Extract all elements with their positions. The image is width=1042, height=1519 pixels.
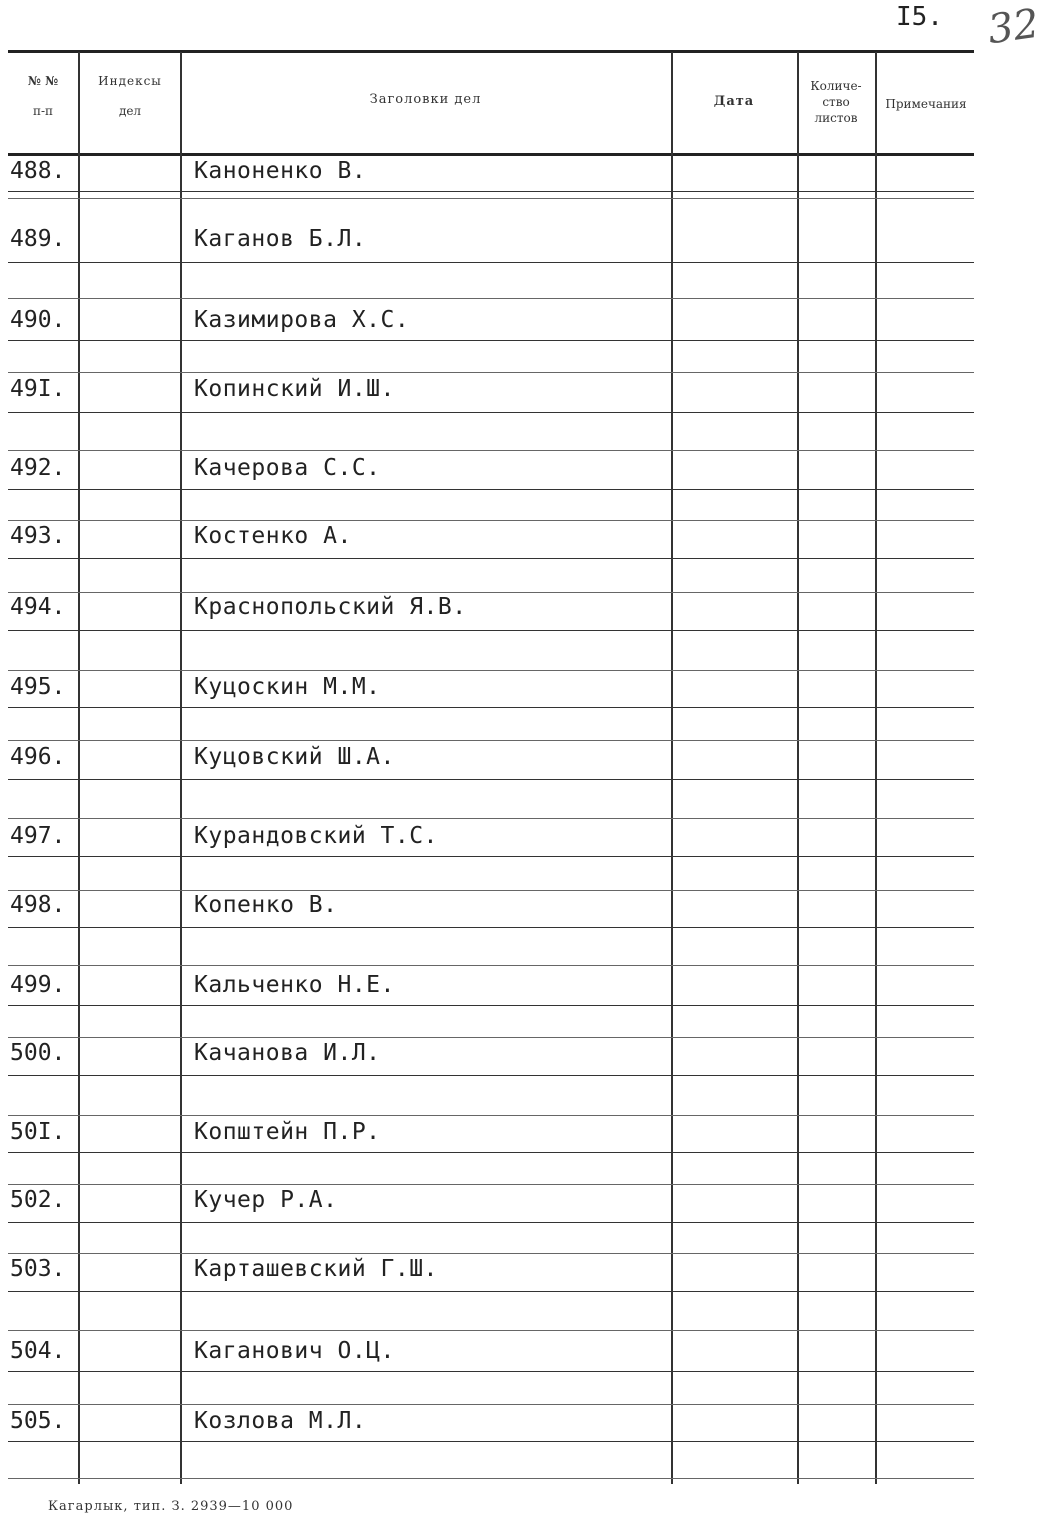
row-title: Куцовский Ш.А. [194,744,395,770]
row-title: Карташевский Г.Ш. [194,1256,438,1282]
row-title: Кальченко Н.Е. [194,972,395,998]
row-separator [8,818,974,819]
row-separator [8,198,974,199]
row-separator [8,1253,974,1254]
row-underline [8,1075,974,1076]
row-number: 488. [10,158,66,184]
row-title: Копенко В. [194,892,338,918]
row-number: 503. [10,1256,66,1282]
row-underline [8,1152,974,1153]
row-separator [8,372,974,373]
row-number: 50I. [10,1119,66,1145]
row-number: 498. [10,892,66,918]
page-number: I5. [896,2,943,32]
row-number: 496. [10,744,66,770]
row-separator [8,520,974,521]
header-title: Заголовки дел [369,92,482,107]
row-title: Костенко А. [194,523,352,549]
row-separator [8,450,974,451]
row-number: 492. [10,455,66,481]
row-separator [8,890,974,891]
row-underline [8,191,974,192]
row-number: 49I. [10,376,66,402]
row-number: 489. [10,226,66,252]
column-divider-sheets [875,52,877,1484]
row-number: 499. [10,972,66,998]
row-number: 504. [10,1338,66,1364]
row-separator [8,1184,974,1185]
header-index [82,72,178,120]
row-title: Кучер Р.А. [194,1187,338,1213]
row-title: Казимирова Х.С. [194,307,410,333]
row-title: Качанова И.Л. [194,1040,381,1066]
row-title: Каганович О.Ц. [194,1338,395,1364]
row-number: 497. [10,823,66,849]
row-separator [8,1115,974,1116]
row-separator [8,592,974,593]
row-underline [8,489,974,490]
header-sheets-line2: ство [822,95,850,109]
row-separator [8,965,974,966]
row-title: Каганов Б.Л. [194,226,367,252]
row-underline [8,707,974,708]
header-sheets-line3: листов [814,111,858,125]
column-divider-title [671,52,673,1484]
row-underline [8,558,974,559]
row-title: Копштейн П.Р. [194,1119,381,1145]
column-divider-num [78,52,80,1484]
row-underline [8,262,974,263]
column-divider-date [797,52,799,1484]
header-index-line2: дел [118,104,142,118]
row-underline [8,779,974,780]
row-title: Каноненко В. [194,158,367,184]
header-top-rule [8,50,974,53]
header-date: Дата [713,94,755,109]
row-number: 500. [10,1040,66,1066]
row-title: Козлова М.Л. [194,1408,367,1434]
row-underline [8,340,974,341]
header-index-line1: Индексы [98,74,162,88]
header-bottom-rule [8,153,974,156]
header-num [10,72,76,120]
row-number: 490. [10,307,66,333]
column-divider-index [180,52,182,1484]
row-number: 505. [10,1408,66,1434]
header-num-line1: № № [27,74,59,88]
row-underline [8,927,974,928]
row-separator [8,1330,974,1331]
row-underline [8,856,974,857]
row-underline [8,1291,974,1292]
row-underline [8,1005,974,1006]
row-underline [8,1441,974,1442]
row-title: Курандовский Т.С. [194,823,438,849]
header-sheets [799,78,873,126]
row-underline [8,1222,974,1223]
header-num-line2: п-п [32,104,54,118]
row-title: Качерова С.С. [194,455,381,481]
row-title: Краснопольский Я.В. [194,594,467,620]
row-separator [8,1404,974,1405]
row-number: 493. [10,523,66,549]
row-separator [8,670,974,671]
row-title: Куцоскин М.М. [194,674,381,700]
row-separator [8,740,974,741]
row-number: 502. [10,1187,66,1213]
header-sheets-line1: Количе- [810,79,862,93]
sheet-number: 32 [985,0,1042,54]
printer-imprint: Кагарлык, тип. З. 2939—10 000 [48,1499,294,1514]
row-title: Копинский И.Ш. [194,376,395,402]
row-number: 495. [10,674,66,700]
row-separator [8,1478,974,1479]
header-notes: Примечания [885,97,967,111]
row-underline [8,412,974,413]
row-underline [8,1371,974,1372]
row-underline [8,630,974,631]
row-separator [8,1037,974,1038]
row-separator [8,298,974,299]
row-number: 494. [10,594,66,620]
